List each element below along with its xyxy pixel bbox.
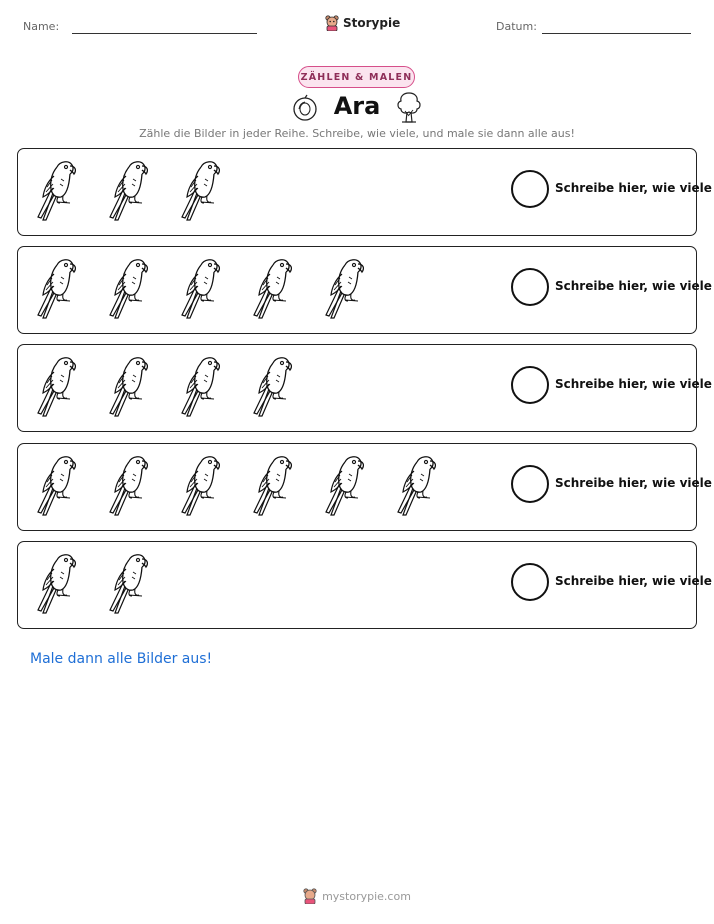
- parrot-group: [30, 255, 373, 323]
- answer-prompt: Schreibe hier, wie viele: [555, 574, 712, 588]
- parrot-icon[interactable]: [318, 255, 373, 321]
- topic-badge: ZÄHLEN & MALEN: [298, 66, 415, 88]
- parrot-icon[interactable]: [174, 452, 229, 518]
- brand-name: Storypie: [343, 16, 401, 30]
- parrot-icon[interactable]: [318, 452, 373, 518]
- footer-website[interactable]: mystorypie.com: [322, 889, 411, 903]
- answer-prompt: Schreibe hier, wie viele: [555, 377, 712, 391]
- name-label: Name:: [23, 20, 60, 33]
- bear-mascot-icon: [325, 15, 339, 31]
- parrot-icon[interactable]: [30, 353, 85, 419]
- answer-prompt: Schreibe hier, wie viele: [555, 279, 712, 293]
- parrot-icon[interactable]: [102, 550, 157, 616]
- parrot-group: [30, 353, 301, 421]
- worksheet-header: [0, 0, 714, 50]
- parrot-group: [30, 157, 229, 225]
- answer-prompt: Schreibe hier, wie viele: [555, 476, 712, 490]
- bear-mascot-icon: [303, 888, 317, 904]
- answer-prompt: Schreibe hier, wie viele: [555, 181, 712, 195]
- count-row-4: [17, 443, 712, 531]
- parrot-group: [30, 550, 157, 618]
- parrot-icon[interactable]: [390, 452, 445, 518]
- date-line[interactable]: [542, 33, 691, 34]
- answer-circle[interactable]: [511, 563, 549, 601]
- answer-circle[interactable]: [511, 465, 549, 503]
- answer-circle[interactable]: [511, 170, 549, 208]
- count-row-1: [17, 148, 712, 236]
- parrot-icon[interactable]: [102, 255, 157, 321]
- parrot-group: [30, 452, 445, 520]
- date-label: Datum:: [496, 20, 537, 33]
- name-line[interactable]: [72, 33, 257, 34]
- parrot-icon[interactable]: [102, 353, 157, 419]
- parrot-icon[interactable]: [30, 550, 85, 616]
- parrot-icon[interactable]: [102, 452, 157, 518]
- parrot-icon[interactable]: [30, 452, 85, 518]
- color-instruction: Male dann alle Bilder aus!: [30, 651, 213, 667]
- answer-circle[interactable]: [511, 268, 549, 306]
- answer-circle[interactable]: [511, 366, 549, 404]
- tree-icon: [394, 90, 424, 124]
- parrot-icon[interactable]: [174, 353, 229, 419]
- parrot-icon[interactable]: [246, 255, 301, 321]
- count-row-2: [17, 246, 712, 334]
- parrot-icon[interactable]: [30, 255, 85, 321]
- brand-logo: [325, 13, 400, 33]
- parrot-icon[interactable]: [174, 255, 229, 321]
- parrot-icon[interactable]: [102, 157, 157, 223]
- parrot-icon[interactable]: [246, 452, 301, 518]
- footer: [0, 885, 714, 907]
- parrot-icon[interactable]: [246, 353, 301, 419]
- instructions-text: Zähle die Bilder in jeder Reihe. Schreibe, wie viele, und male sie dann alle aus!: [139, 127, 575, 140]
- page-title: Ara: [333, 92, 381, 120]
- parrot-icon[interactable]: [30, 157, 85, 223]
- count-row-5: [17, 541, 712, 629]
- parrot-icon[interactable]: [174, 157, 229, 223]
- title-row: [0, 90, 714, 126]
- count-row-3: [17, 344, 712, 432]
